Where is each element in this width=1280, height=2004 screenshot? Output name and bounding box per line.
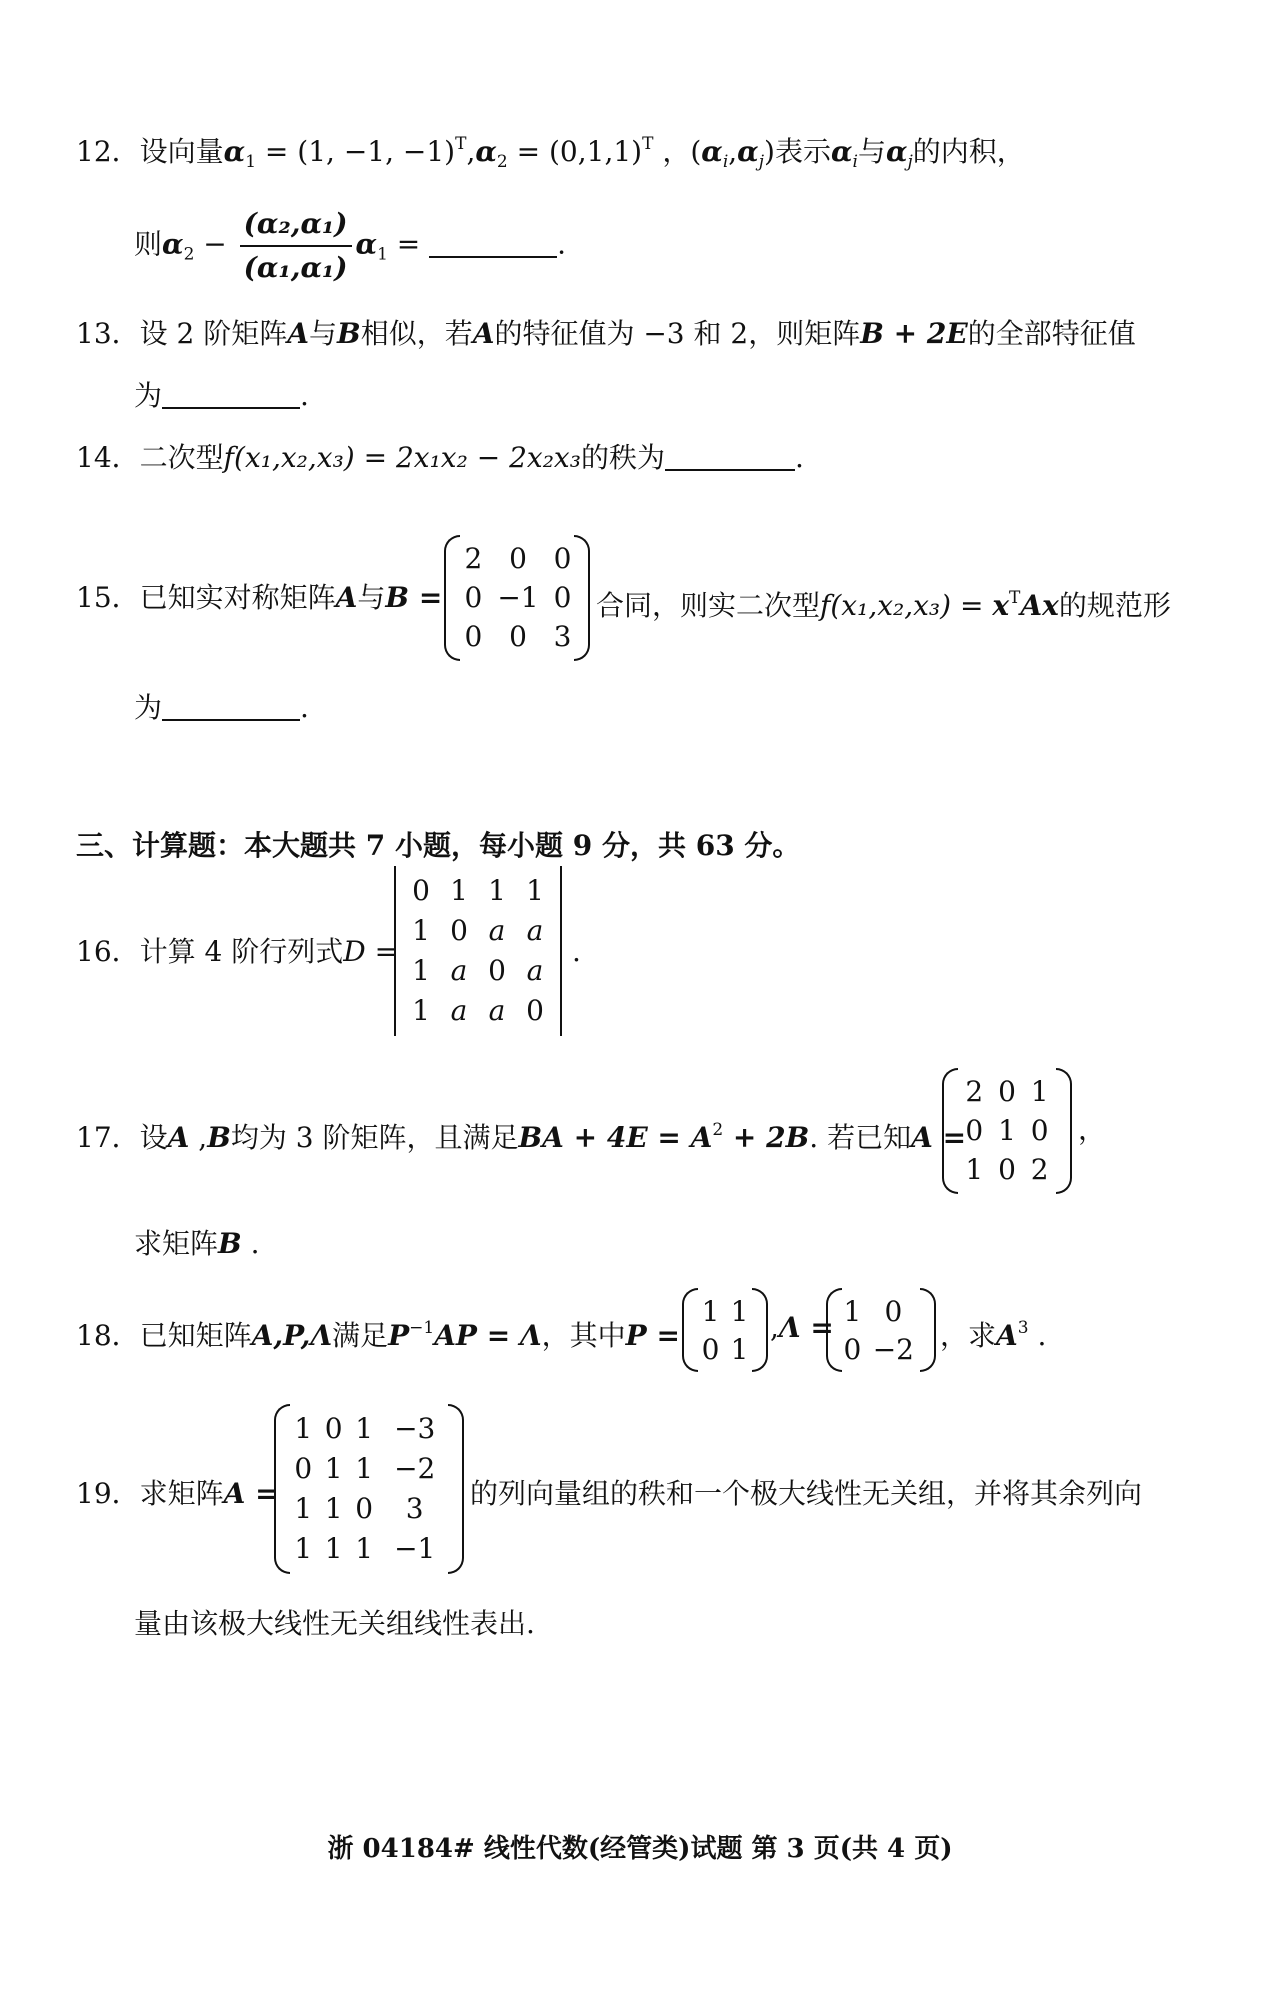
- matrix-cell: 0: [553, 581, 572, 614]
- matrix-symbol: P: [388, 1319, 410, 1352]
- matrix-cell: 1: [965, 1153, 984, 1186]
- fraction-denominator: (α₁,α₁): [243, 251, 348, 284]
- q12-text: 表示: [774, 135, 831, 168]
- matrix-cell: 0: [464, 581, 483, 614]
- matrix-symbol: B: [218, 1227, 242, 1260]
- q17-line2: [134, 1226, 260, 1262]
- q16-determinant: [390, 866, 566, 1036]
- matrix-cell: 1: [355, 1451, 374, 1485]
- alpha-symbol: α: [737, 135, 759, 168]
- matrix-cell: 1: [355, 1411, 374, 1445]
- q18-text: 满足: [332, 1319, 389, 1352]
- q13-text: 相似，若: [360, 317, 473, 350]
- q12-line2: [134, 206, 566, 286]
- q15-text: 已知实对称矩阵: [139, 581, 336, 614]
- matrix-cell: 0: [509, 620, 527, 653]
- matrix-grid: [840, 1292, 922, 1368]
- matrix-symbol: A =: [911, 1121, 967, 1154]
- alpha-symbol: α: [162, 227, 184, 261]
- matrix-cell: −2: [394, 1451, 436, 1485]
- matrix-cell: 0: [294, 1451, 313, 1485]
- section-heading: 三、计算题：本大题共 7 小题，每小题 9 分，共 63 分。: [76, 829, 801, 862]
- matrix-equation: AP = Λ: [434, 1319, 542, 1352]
- matrix-cell: 1: [730, 1294, 749, 1328]
- matrix-cell: 1: [294, 1531, 313, 1565]
- period: .: [300, 691, 309, 724]
- answer-blank[interactable]: [665, 443, 795, 471]
- exponent: 3: [1017, 1318, 1029, 1338]
- q19-number: 19．: [76, 1477, 140, 1510]
- bracket: [1056, 1068, 1072, 1194]
- q18-p-matrix: [682, 1288, 768, 1372]
- q17-text: 求矩阵: [134, 1227, 219, 1260]
- paren: ): [764, 135, 775, 168]
- subscript: j: [758, 152, 764, 172]
- q12-text: 则: [134, 227, 163, 261]
- vector-symbol: Ax: [1020, 589, 1059, 622]
- matrix-cell: −3: [394, 1411, 436, 1445]
- q18-text: ，其中: [541, 1319, 626, 1352]
- fraction: [240, 206, 352, 286]
- vector-value: = (0,1,1): [507, 135, 643, 168]
- q12-number: 12．: [76, 135, 140, 168]
- alpha-symbol: α: [830, 135, 853, 168]
- determinant-symbol: D =: [343, 935, 399, 968]
- q13-number: 13．: [76, 317, 140, 350]
- matrix-cell: 1: [355, 1531, 374, 1565]
- q15-text: 与: [357, 581, 386, 614]
- subscript: i: [852, 152, 858, 172]
- matrix-cell: 1: [843, 1294, 862, 1328]
- matrix-cell: −1: [394, 1531, 436, 1565]
- matrix-grid: [460, 539, 576, 656]
- q17-text: 设: [139, 1121, 168, 1154]
- transpose: T: [455, 134, 467, 154]
- period: .: [794, 441, 804, 474]
- matrix-symbol: A =: [223, 1477, 279, 1510]
- q15-text-a: [76, 580, 442, 616]
- q14-line: [76, 440, 804, 476]
- matrix-cell: 1: [324, 1451, 343, 1485]
- q16-number: 16．: [76, 935, 140, 968]
- period: .: [557, 227, 567, 261]
- bracket: [942, 1068, 958, 1194]
- q19-text-a: [76, 1476, 279, 1512]
- matrix-cell: 1: [998, 1114, 1016, 1147]
- period: .: [1028, 1319, 1047, 1352]
- q17-matrix: [942, 1068, 1072, 1194]
- matrix-cell: 1: [324, 1531, 343, 1565]
- matrix-equation: + 2B: [723, 1121, 810, 1154]
- q13-text: 的特征值为 −3 和 2，则矩阵: [494, 317, 861, 350]
- matrix-cell: 0: [464, 620, 483, 653]
- q15-text: 为: [134, 691, 163, 724]
- q12-line1: [76, 126, 1025, 180]
- matrix-grid: [696, 1292, 754, 1368]
- fraction-numerator: (α₂,α₁): [240, 206, 352, 247]
- matrix-cell: 0: [450, 913, 468, 947]
- matrix-symbol: A: [287, 317, 309, 350]
- matrix-cell: −1: [497, 581, 539, 614]
- q19-matrix: [274, 1404, 464, 1574]
- matrix-cell: 1: [701, 1294, 720, 1328]
- matrix-cell: −2: [872, 1332, 914, 1366]
- matrix-cell: 1: [412, 953, 430, 987]
- transpose: T: [1009, 588, 1021, 608]
- q17-text: 均为 3 阶矩阵，且满足: [230, 1121, 519, 1154]
- q14-text: 二次型: [139, 441, 224, 474]
- q18-text: ，求: [940, 1319, 997, 1352]
- matrix-cell: 3: [553, 620, 572, 653]
- paren: (: [690, 135, 702, 168]
- q16-period: .: [572, 935, 581, 968]
- alpha-symbol: α: [885, 135, 908, 168]
- q18-text-a: [76, 1310, 680, 1354]
- transpose: T: [642, 134, 654, 154]
- matrix-symbol: A: [335, 581, 358, 614]
- quadratic-form: f(x₁,x₂,x₃) =: [820, 589, 993, 622]
- q14-text: 的秩为: [580, 441, 665, 474]
- matrix-symbol: A: [996, 1319, 1018, 1352]
- comma: ,: [770, 1311, 779, 1344]
- q15-number: 15．: [76, 581, 140, 614]
- matrix-symbol: A: [472, 317, 495, 350]
- matrix-cell: a: [526, 913, 544, 947]
- determinant-bar: [560, 866, 562, 1036]
- matrix-equation: BA + 4E = A: [518, 1121, 713, 1154]
- matrix-cell: 3: [405, 1491, 424, 1525]
- alpha-symbol: α: [701, 135, 723, 168]
- matrix-cell: 0: [965, 1114, 984, 1147]
- page-footer: 浙 04184# 线性代数(经管类)试题 第 3 页(共 4 页): [327, 1834, 953, 1864]
- q15-matrix: [444, 535, 590, 661]
- subscript: 1: [245, 152, 257, 172]
- matrix-cell: 1: [294, 1411, 313, 1445]
- matrix-grid: [958, 1072, 1056, 1189]
- alpha-symbol: α: [223, 135, 246, 168]
- matrix-cell: 0: [412, 873, 430, 907]
- matrix-symbol: B =: [385, 581, 443, 614]
- equals: =: [387, 227, 430, 261]
- q13-text: 为: [134, 379, 163, 412]
- alpha-symbol: α: [475, 135, 497, 168]
- matrix-cell: 2: [1030, 1153, 1049, 1186]
- q17-text: . 若已知: [809, 1121, 912, 1154]
- period: .: [241, 1227, 260, 1260]
- q13-text: 的全部特征值: [967, 317, 1136, 350]
- answer-blank[interactable]: [429, 230, 557, 258]
- q18-number: 18．: [76, 1319, 140, 1352]
- q12-text: 设向量: [139, 135, 224, 168]
- matrix-cell: 1: [324, 1491, 343, 1525]
- q18-text-b: [770, 1310, 834, 1346]
- matrix-cell: 0: [998, 1153, 1016, 1186]
- comma: ,: [466, 135, 476, 168]
- matrix-cell: 0: [884, 1294, 903, 1328]
- q19-line2: 量由该极大线性无关组线性表出.: [134, 1607, 535, 1640]
- matrix-cell: 0: [488, 953, 506, 987]
- matrix-cell: 2: [464, 542, 483, 575]
- comma: ,: [728, 135, 738, 168]
- matrix-symbol: B: [207, 1121, 231, 1154]
- q15-text: 合同，则实二次型: [596, 589, 821, 622]
- q17-comma: ，: [1078, 1113, 1107, 1146]
- q19-text-b: 的列向量组的秩和一个极大线性无关组，并将其余列向: [470, 1477, 1143, 1510]
- q17-number: 17．: [76, 1121, 140, 1154]
- matrix-cell: 1: [450, 873, 468, 907]
- q15-line2: [134, 690, 309, 726]
- bracket: [448, 1404, 464, 1574]
- q16-text: [76, 934, 398, 970]
- q14-number: 14．: [76, 441, 140, 474]
- matrix-cell: 0: [526, 993, 544, 1027]
- matrix-cell: 2: [965, 1075, 984, 1108]
- separator: ，: [653, 135, 691, 168]
- matrix-cell: a: [488, 993, 506, 1027]
- subscript: 2: [183, 244, 195, 265]
- matrix-cell: 0: [1030, 1114, 1049, 1147]
- q13-line1: [76, 316, 1136, 352]
- q13-line2: [134, 378, 309, 414]
- matrix-grid: [288, 1408, 450, 1568]
- q15-text: 的规范形: [1058, 589, 1171, 622]
- subscript: j: [907, 152, 913, 172]
- exponent: −1: [409, 1318, 435, 1338]
- bracket: [574, 535, 590, 661]
- matrix-grid: [402, 870, 554, 1030]
- matrix-cell: 1: [730, 1332, 749, 1366]
- bracket: [444, 535, 460, 661]
- matrix-cell: 1: [412, 913, 430, 947]
- q17-text-a: [76, 1112, 966, 1156]
- matrix-cell: 1: [1030, 1075, 1049, 1108]
- q12-text: 与: [857, 135, 886, 168]
- q18-text: 已知矩阵: [139, 1319, 252, 1352]
- alpha-symbol: α: [355, 227, 378, 261]
- matrix-symbol: Λ =: [778, 1311, 834, 1344]
- subscript: 2: [496, 152, 508, 172]
- q13-text: 与: [309, 317, 338, 350]
- answer-blank[interactable]: [162, 693, 300, 721]
- matrix-cell: 0: [553, 542, 572, 575]
- matrix-cell: 0: [324, 1411, 343, 1445]
- determinant-bar: [394, 866, 396, 1036]
- matrix-cell: 1: [526, 873, 544, 907]
- matrix-cell: a: [450, 993, 468, 1027]
- q18-text-c: [940, 1310, 1046, 1354]
- matrix-symbol: A: [167, 1121, 190, 1154]
- matrix-cell: a: [526, 953, 544, 987]
- period: .: [300, 379, 309, 412]
- matrix-cell: a: [488, 913, 506, 947]
- q18-lambda-matrix: [826, 1288, 936, 1372]
- matrix-cell: 0: [998, 1075, 1016, 1108]
- matrix-cell: 1: [488, 873, 506, 907]
- matrix-cell: 0: [355, 1491, 374, 1525]
- q12-text: 的内积，: [912, 135, 1025, 168]
- q15-text-b: [596, 580, 1171, 624]
- subscript: 1: [377, 244, 388, 265]
- comma: ,: [189, 1121, 208, 1154]
- bracket: [752, 1288, 768, 1372]
- matrix-symbol: B: [337, 317, 361, 350]
- minus: −: [194, 227, 236, 261]
- matrix-expression: B + 2E: [860, 317, 968, 350]
- subscript: i: [722, 152, 729, 172]
- matrix-cell: 0: [509, 542, 527, 575]
- exponent: 2: [712, 1120, 724, 1140]
- matrix-cell: 1: [412, 993, 430, 1027]
- vector-symbol: x: [992, 589, 1010, 622]
- matrix-cell: 1: [294, 1491, 313, 1525]
- matrix-cell: a: [450, 953, 468, 987]
- q16-text: 计算 4 阶行列式: [139, 935, 344, 968]
- q19-text: 求矩阵: [139, 1477, 224, 1510]
- vector-value: = (1, −1, −1): [256, 135, 456, 168]
- matrix-cell: 0: [701, 1332, 720, 1366]
- q13-text: 设 2 阶矩阵: [139, 317, 288, 350]
- matrix-cell: 0: [843, 1332, 862, 1366]
- matrix-symbol: P =: [625, 1319, 680, 1352]
- matrix-symbol: A,P,Λ: [251, 1319, 333, 1352]
- answer-blank[interactable]: [162, 381, 300, 409]
- quadratic-form: f(x₁,x₂,x₃) = 2x₁x₂ − 2x₂x₃: [223, 441, 581, 474]
- bracket: [920, 1288, 936, 1372]
